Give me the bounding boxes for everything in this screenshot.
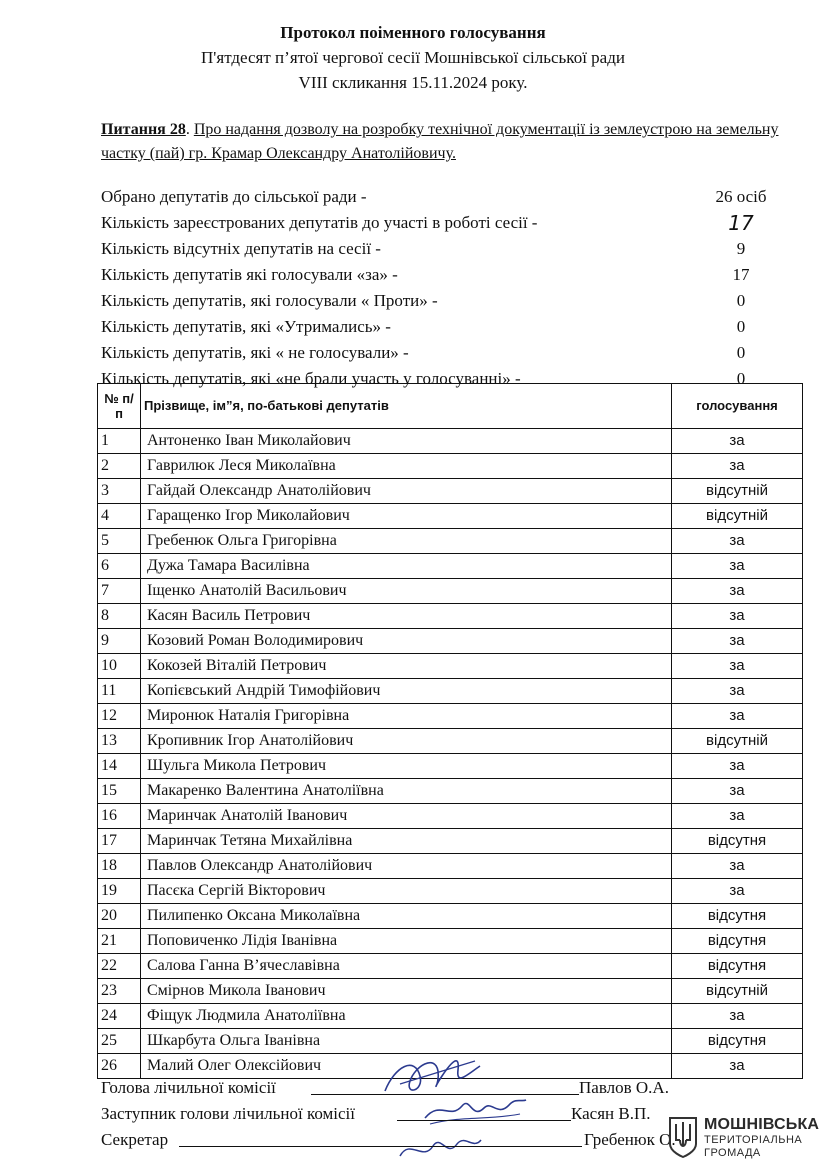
- row-number: 7: [98, 579, 141, 604]
- table-row: [98, 529, 803, 554]
- vote-result: відсутня: [672, 904, 803, 929]
- table-row: [98, 929, 803, 954]
- row-number: 16: [98, 804, 141, 829]
- table-row: [98, 429, 803, 454]
- deputy-name: Кокозей Віталій Петрович: [141, 654, 672, 679]
- question-block: [101, 118, 801, 166]
- vote-result: за: [672, 604, 803, 629]
- vote-result: за: [672, 704, 803, 729]
- stat-abstained: [101, 315, 781, 341]
- table-row: [98, 579, 803, 604]
- deputy-name: Шульга Микола Петрович: [141, 754, 672, 779]
- deputy-name: Касян Василь Петрович: [141, 604, 672, 629]
- table-row: [98, 954, 803, 979]
- chair-label: Голова лічильної комісії: [101, 1078, 276, 1097]
- vote-result: відсутній: [672, 729, 803, 754]
- logo-line-1: МОШНІВСЬКА: [704, 1116, 820, 1133]
- row-number: 25: [98, 1029, 141, 1054]
- secretary-name: Гребенюк О.: [584, 1130, 676, 1149]
- vote-result: відсутня: [672, 954, 803, 979]
- vote-result: відсутня: [672, 829, 803, 854]
- document-title: Протокол поіменного голосування: [280, 23, 546, 42]
- deputy-name: Маринчак Тетяна Михайлівна: [141, 829, 672, 854]
- stat-elected: [101, 185, 781, 211]
- stat-label: Кількість депутатів, які голосували « Проти» -: [101, 291, 438, 310]
- vote-result: за: [672, 879, 803, 904]
- row-number: 22: [98, 954, 141, 979]
- stat-value: 17: [732, 265, 750, 284]
- deputy-name: Маринчак Анатолій Іванович: [141, 804, 672, 829]
- deputy-name: Смірнов Микола Іванович: [141, 979, 672, 1004]
- vote-result: за: [672, 1054, 803, 1079]
- deputy-name: Миронюк Наталія Григорівна: [141, 704, 672, 729]
- row-number: 19: [98, 879, 141, 904]
- table-row: [98, 504, 803, 529]
- logo-line-3: ГРОМАДА: [704, 1147, 761, 1159]
- table-row: [98, 904, 803, 929]
- stat-label: Обрано депутатів до сільської ради -: [101, 187, 367, 206]
- row-number: 26: [98, 1054, 141, 1079]
- row-number: 20: [98, 904, 141, 929]
- deputy-name: Павлов Олександр Анатолійович: [141, 854, 672, 879]
- deputy-name: Антоненко Іван Миколайович: [141, 429, 672, 454]
- deputy-name: Макаренко Валентина Анатоліївна: [141, 779, 672, 804]
- row-number: 17: [98, 829, 141, 854]
- deputy-name: Гребенюк Ольга Григорівна: [141, 529, 672, 554]
- row-number: 10: [98, 654, 141, 679]
- community-logo: [666, 1112, 826, 1164]
- secretary-signature-line: [101, 1130, 691, 1154]
- stat-label: Кількість зареєстрованих депутатів до участі в роботі сесії -: [101, 213, 538, 232]
- row-number: 9: [98, 629, 141, 654]
- question-text: Про надання дозволу на розробку технічної документації із землеустрою на земельну частку (пай) гр. Крамар Олександру Анатолійовичу.: [101, 121, 779, 162]
- deputy-name: Малий Олег Олексійович: [141, 1054, 672, 1079]
- deputy-name: Шкарбута Ольга Іванівна: [141, 1029, 672, 1054]
- stat-value: 17: [728, 211, 754, 235]
- vote-result: за: [672, 854, 803, 879]
- logo-line-2: ТЕРИТОРІАЛЬНА: [704, 1134, 803, 1146]
- vote-result: відсутній: [672, 504, 803, 529]
- stat-label: Кількість відсутніх депутатів на сесії -: [101, 239, 381, 258]
- statistics-block: [101, 185, 781, 393]
- stat-value: 0: [736, 291, 746, 310]
- table-row: [98, 654, 803, 679]
- stat-registered: [101, 211, 781, 237]
- deputy-name: Козовий Роман Володимирович: [141, 629, 672, 654]
- header-number: № п/п: [98, 384, 141, 429]
- table-row: [98, 754, 803, 779]
- header-vote: голосування: [672, 384, 803, 429]
- session-subtitle: П'ятдесят п’ятої чергової сесії Мошнівської сільської ради: [201, 48, 625, 67]
- vote-result: відсутній: [672, 979, 803, 1004]
- deputy-name: Поповиченко Лідія Іванівна: [141, 929, 672, 954]
- stat-absent: [101, 237, 781, 263]
- deputy-name: Гайдай Олександр Анатолійович: [141, 479, 672, 504]
- row-number: 5: [98, 529, 141, 554]
- table-row: [98, 879, 803, 904]
- question-separator: .: [185, 121, 194, 138]
- deputy-name: Салова Ганна В’ячеславівна: [141, 954, 672, 979]
- row-number: 21: [98, 929, 141, 954]
- trident-coat-of-arms-icon: [668, 1116, 698, 1158]
- deputy-name: Дужа Тамара Василівна: [141, 554, 672, 579]
- deputy-name: Кропивник Ігор Анатолійович: [141, 729, 672, 754]
- deputy-name: Пасєка Сергій Вікторович: [141, 879, 672, 904]
- table-row: [98, 779, 803, 804]
- row-number: 23: [98, 979, 141, 1004]
- vote-result: за: [672, 804, 803, 829]
- table-row: [98, 479, 803, 504]
- question-label: Питання 28: [101, 121, 186, 138]
- roll-call-table: [97, 383, 803, 1079]
- table-row: [98, 729, 803, 754]
- row-number: 4: [98, 504, 141, 529]
- vote-result: відсутня: [672, 929, 803, 954]
- stat-value: 9: [736, 239, 746, 258]
- row-number: 13: [98, 729, 141, 754]
- deputy-name: Фіщук Людмила Анатоліївна: [141, 1004, 672, 1029]
- table-row: [98, 629, 803, 654]
- stat-voted-for: [101, 263, 781, 289]
- stat-voted-against: [101, 289, 781, 315]
- stat-value: 0: [736, 343, 746, 362]
- row-number: 8: [98, 604, 141, 629]
- table-row: [98, 1004, 803, 1029]
- row-number: 18: [98, 854, 141, 879]
- table-row: [98, 829, 803, 854]
- deputy-label: Заступник голови лічильної комісії: [101, 1104, 356, 1123]
- table-body: [98, 429, 803, 1079]
- table-row: [98, 554, 803, 579]
- vote-result: за: [672, 779, 803, 804]
- convocation-date: VIII скликання 15.11.2024 року.: [298, 73, 528, 92]
- vote-result: за: [672, 429, 803, 454]
- stat-value: 26 осіб: [715, 187, 767, 206]
- table-header-row: [98, 384, 803, 429]
- row-number: 11: [98, 679, 141, 704]
- stat-value: 0: [736, 317, 746, 336]
- row-number: 6: [98, 554, 141, 579]
- signature-underline: [397, 1119, 571, 1121]
- header-name: Прізвище, ім”я, по-батькові депутатів: [141, 384, 672, 429]
- vote-result: за: [672, 579, 803, 604]
- stat-value: 0: [736, 369, 746, 388]
- deputy-name: Пилипенко Оксана Миколаївна: [141, 904, 672, 929]
- vote-result: за: [672, 454, 803, 479]
- vote-result: відсутня: [672, 1029, 803, 1054]
- row-number: 15: [98, 779, 141, 804]
- table-row: [98, 979, 803, 1004]
- vote-result: за: [672, 679, 803, 704]
- chair-signature-line: [101, 1078, 691, 1102]
- deputy-name: Гаращенко Ігор Миколайович: [141, 504, 672, 529]
- stat-label: Кількість депутатів, які «Утримались» -: [101, 317, 391, 336]
- vote-result: за: [672, 1004, 803, 1029]
- table-row: [98, 804, 803, 829]
- vote-result: за: [672, 754, 803, 779]
- signature-underline: [311, 1093, 579, 1095]
- stat-label: Кількість депутатів, які « не голосували» -: [101, 343, 409, 362]
- stat-label: Кількість депутатів які голосували «за» -: [101, 265, 398, 284]
- row-number: 12: [98, 704, 141, 729]
- deputy-name: Іщенко Анатолій Васильович: [141, 579, 672, 604]
- table-row: [98, 854, 803, 879]
- deputy-signature-line: [101, 1104, 691, 1128]
- stat-not-voted: [101, 341, 781, 367]
- row-number: 1: [98, 429, 141, 454]
- table-row: [98, 679, 803, 704]
- chair-name: Павлов О.А.: [579, 1078, 669, 1097]
- row-number: 3: [98, 479, 141, 504]
- row-number: 24: [98, 1004, 141, 1029]
- vote-result: відсутній: [672, 479, 803, 504]
- vote-result: за: [672, 529, 803, 554]
- table-row: [98, 704, 803, 729]
- stat-label: Кількість депутатів, які «не брали участь у голосуванні» -: [101, 369, 521, 388]
- deputy-name: Касян В.П.: [571, 1104, 651, 1123]
- deputy-name: Гаврилюк Леся Миколаївна: [141, 454, 672, 479]
- vote-result: за: [672, 554, 803, 579]
- signature-underline: [179, 1145, 582, 1147]
- secretary-label: Секретар: [101, 1130, 169, 1149]
- vote-result: за: [672, 629, 803, 654]
- row-number: 2: [98, 454, 141, 479]
- row-number: 14: [98, 754, 141, 779]
- vote-result: за: [672, 654, 803, 679]
- table-row: [98, 604, 803, 629]
- table-row: [98, 454, 803, 479]
- deputy-name: Копієвський Андрій Тимофійович: [141, 679, 672, 704]
